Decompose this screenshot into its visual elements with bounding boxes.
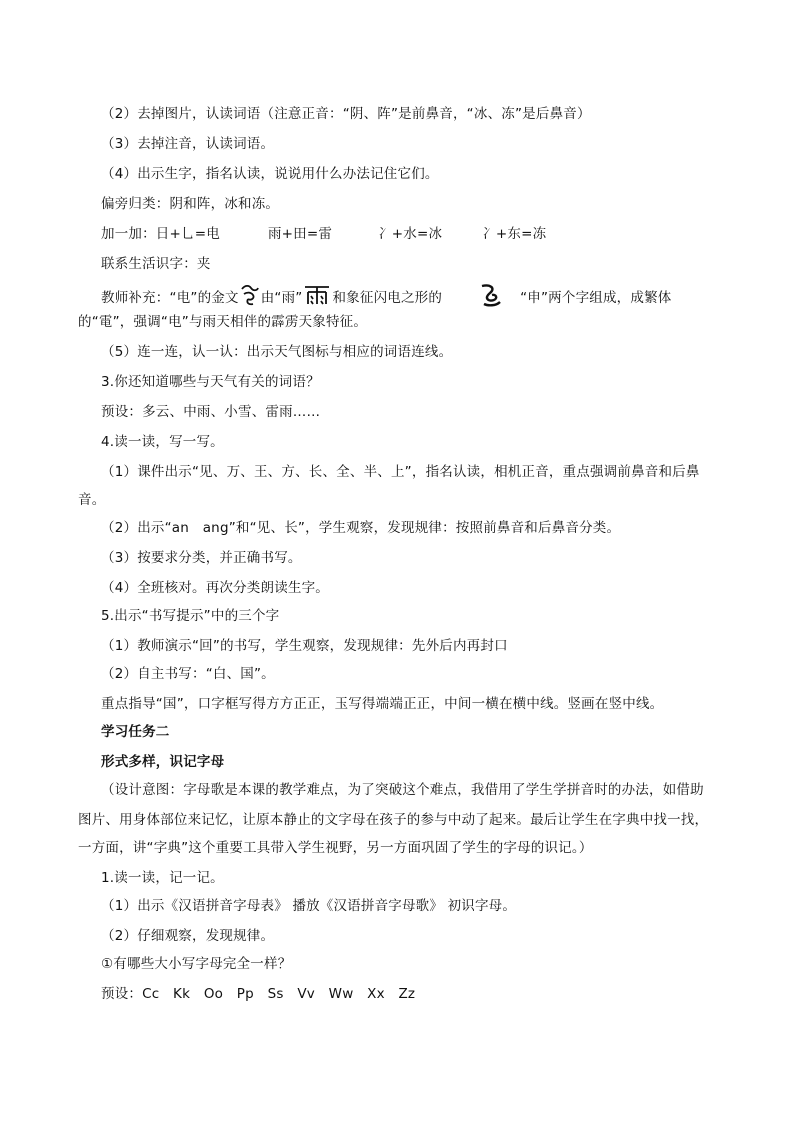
step-3-remove-pinyin: （3）去掉注音，认读词语。 (101, 136, 275, 152)
add-dong: 冫+东=冻 (482, 226, 547, 242)
life-literacy: 联系生活识字：夹 (101, 256, 211, 272)
task-5-step-2: （2）自主书写：“白、国”。 (101, 666, 275, 682)
task-4-step-3: （3）按要求分类，并正确书写。 (101, 550, 302, 566)
supplement-text-3: 和象征闪电之形的 (332, 290, 443, 306)
bronze-dian-glyph-icon (239, 283, 261, 313)
task-4-heading: 4.读一读，写一写。 (101, 434, 224, 450)
supplement-text-4: “申”两个字组成，成繁体 (520, 290, 672, 306)
task-4-step-1: （1）课件出示“见、万、王、方、长、全、半、上”，指名认读，相机正音，重点强调前鼻音和后鼻 (101, 464, 700, 480)
preset-weather-words: 预设：多云、中雨、小雪、雷雨…… (101, 404, 321, 420)
task-5-heading: 5.出示“书写提示”中的三个字 (101, 608, 280, 624)
read-remember-step-1: （1）出示《汉语拼音字母表》 播放《汉语拼音字母歌》 初识字母。 (101, 898, 517, 914)
design-intent-line-3: 一方面，讲“字典”这个重要工具带入学生视野，另一方面巩固了学生的字母的识记。） (78, 840, 593, 856)
design-intent-line-2: 图片、用身体部位来记忆，让原本静止的文字母在孩子的参与中动了起来。最后让学生在字典中找一找， (78, 812, 709, 828)
supplement-continuation: 的“電”，强调“电”与雨天相伴的霹雳天象特征。 (78, 314, 368, 330)
ancient-yu-glyph-icon (302, 283, 332, 313)
learning-task-2-subtitle: 形式多样，识记字母 (101, 754, 225, 770)
supplement-text-2: 由“雨” (260, 290, 303, 306)
question-same-letters: ①有哪些大小写字母完全一样？ (101, 956, 292, 972)
add-components-line (101, 224, 546, 244)
guidance-guo: 重点指导“国”，口字框写得方方正正，玉写得端端正正，中间一横在横中线。竖画在竖中线。 (101, 696, 664, 712)
step-2-remove-pictures: （2）去掉图片，认读词语（注意正音：“阴、阵”是前鼻音，“冰、冻”是后鼻音） (101, 106, 591, 122)
teacher-supplement-line (101, 282, 671, 314)
add-dian: 加一加：日+乚=电 (101, 226, 220, 242)
add-lei: 雨+田=雷 (267, 226, 333, 242)
supplement-text-1: 教师补充：“电”的金文 (101, 290, 239, 306)
task-5-step-1: （1）教师演示“回”的书写，学生观察，发现规律：先外后内再封口 (101, 638, 508, 654)
step-5-match: （5）连一连，认一认：出示天气图标与相应的词语连线。 (101, 344, 453, 360)
read-remember-step-2: （2）仔细观察，发现规律。 (101, 928, 275, 944)
question-3: 3.你还知道哪些与天气有关的词语？ (101, 374, 320, 390)
radical-grouping: 偏旁归类：阴和阵，冰和冻。 (101, 196, 280, 212)
task-4-step-2: （2）出示“an ang”和“见、长”，学生观察，发现规律：按照前鼻音和后鼻音分类。 (101, 520, 621, 536)
step-4-show-characters: （4）出示生字，指名认读，说说用什么办法记住它们。 (101, 166, 439, 182)
task-4-step-4: （4）全班核对。再次分类朗读生字。 (101, 580, 329, 596)
design-intent-line-1: （设计意图：字母歌是本课的教学难点，为了突破这个难点，我借用了学生学拼音时的办法，如借助 (101, 782, 704, 798)
preset-letter-pairs: 预设：Cc Kk Oo Pp Ss Vv Ww Xx Zz (101, 986, 416, 1002)
add-bing: 冫+水=冰 (378, 226, 443, 242)
read-remember-heading: 1.读一读，记一记。 (101, 870, 224, 886)
task-4-step-1-continuation: 音。 (78, 492, 106, 508)
learning-task-2-title: 学习任务二 (101, 724, 170, 740)
ancient-shen-lightning-glyph-icon (476, 282, 506, 314)
